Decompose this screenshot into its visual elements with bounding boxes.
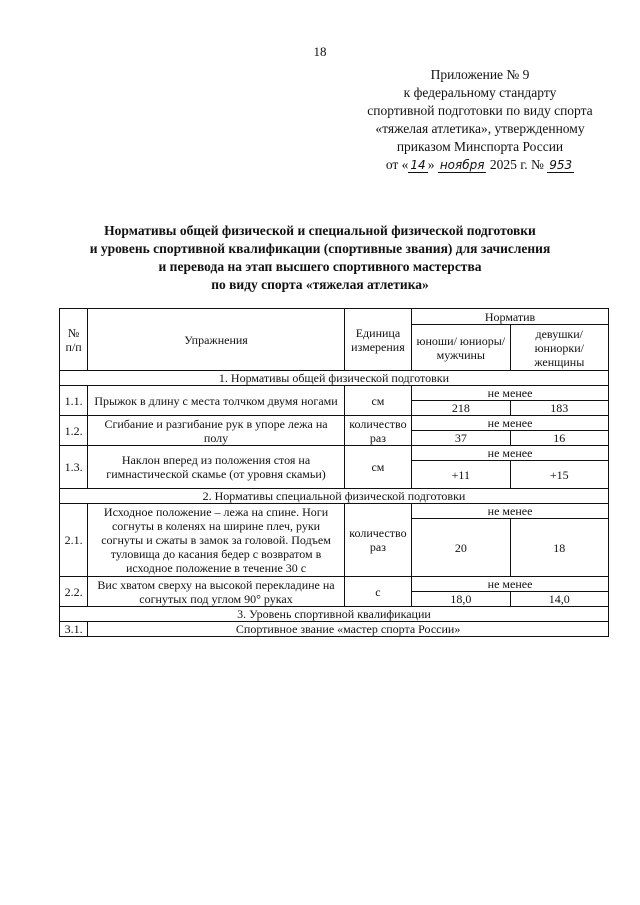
title-line: по виду спорта «тяжелая атлетика» xyxy=(211,277,429,292)
header-female: девушки/ юниорки/ женщины xyxy=(510,325,608,371)
row-limit: не менее xyxy=(412,386,609,401)
header-norm: Норматив xyxy=(412,309,609,325)
row-num: 2.1. xyxy=(60,504,88,577)
row-male-value: 218 xyxy=(412,401,510,416)
row-limit: не менее xyxy=(412,504,609,519)
row-exercise: Наклон вперед из положения стоя на гимнастической скамье (от уровня скамьи) xyxy=(88,446,345,489)
section-title: 2. Нормативы специальной физической подготовки xyxy=(60,489,609,504)
row-male-value: 18,0 xyxy=(412,592,510,607)
row-limit: не менее xyxy=(412,577,609,592)
row-female-value: +15 xyxy=(510,461,608,489)
handwritten-month: ноября xyxy=(439,158,485,172)
title-line: и уровень спортивной квалификации (спортивные звания) для зачисления xyxy=(89,241,551,256)
row-exercise: Исходное положение – лежа на спине. Ноги согнуты в коленях на ширине плеч, руки согнуты и сжаты в замок за головой. Подъем туловища до касания бедер с возвратом в исходное положение в течение 30 с xyxy=(88,504,345,577)
header-male: юноши/ юниоры/ мужчины xyxy=(412,325,510,371)
date-mid: » xyxy=(427,157,435,172)
date-prefix: от « xyxy=(385,157,409,172)
appendix-block xyxy=(330,66,630,174)
appendix-title: Приложение № 9 xyxy=(430,67,530,82)
row-limit: не менее xyxy=(412,416,609,431)
row-exercise: Сгибание и разгибание рук в упоре лежа на полу xyxy=(88,416,345,446)
header-unit: Единица измерения xyxy=(344,309,411,371)
handwritten-day: 14 xyxy=(410,158,426,172)
section-title: 1. Нормативы общей физической подготовки xyxy=(60,371,609,386)
row-female-value: 14,0 xyxy=(510,592,608,607)
row-unit: см xyxy=(344,386,411,416)
appendix-line: к федеральному стандарту xyxy=(403,85,557,100)
appendix-line: «тяжелая атлетика», утвержденному xyxy=(375,121,585,136)
row-num: 1.2. xyxy=(60,416,88,446)
row-unit: количество раз xyxy=(344,416,411,446)
header-exercise: Упражнения xyxy=(88,309,345,371)
row-num: 3.1. xyxy=(60,622,88,637)
document-title xyxy=(40,222,600,294)
handwritten-order-number: 953 xyxy=(549,158,573,172)
row-female-value: 18 xyxy=(510,519,608,577)
row-unit: количество раз xyxy=(344,504,411,577)
header-num: № п/п xyxy=(60,309,88,371)
row-male-value: 37 xyxy=(412,431,510,446)
row-male-value: 20 xyxy=(412,519,510,577)
row-male-value: +11 xyxy=(412,461,510,489)
row-female-value: 16 xyxy=(510,431,608,446)
standards-table xyxy=(59,308,609,637)
title-line: Нормативы общей физической и специальной физической подготовки xyxy=(104,223,536,238)
row-female-value: 183 xyxy=(510,401,608,416)
row-exercise: Вис хватом сверху на высокой перекладине на согнутых под углом 90° руках xyxy=(88,577,345,607)
section-title: 3. Уровень спортивной квалификации xyxy=(60,607,609,622)
row-unit: см xyxy=(344,446,411,489)
page-number: 18 xyxy=(313,44,327,59)
row-exercise: Спортивное звание «мастер спорта России» xyxy=(88,622,609,637)
row-num: 1.1. xyxy=(60,386,88,416)
appendix-line: спортивной подготовки по виду спорта xyxy=(367,103,593,118)
order-date-line xyxy=(330,156,630,174)
row-unit: с xyxy=(344,577,411,607)
appendix-line: приказом Минспорта России xyxy=(396,139,564,154)
row-num: 1.3. xyxy=(60,446,88,489)
year-text: 2025 г. № xyxy=(489,157,544,172)
title-line: и перевода на этап высшего спортивного мастерства xyxy=(158,259,482,274)
row-limit: не менее xyxy=(412,446,609,461)
row-num: 2.2. xyxy=(60,577,88,607)
row-exercise: Прыжок в длину с места толчком двумя ногами xyxy=(88,386,345,416)
